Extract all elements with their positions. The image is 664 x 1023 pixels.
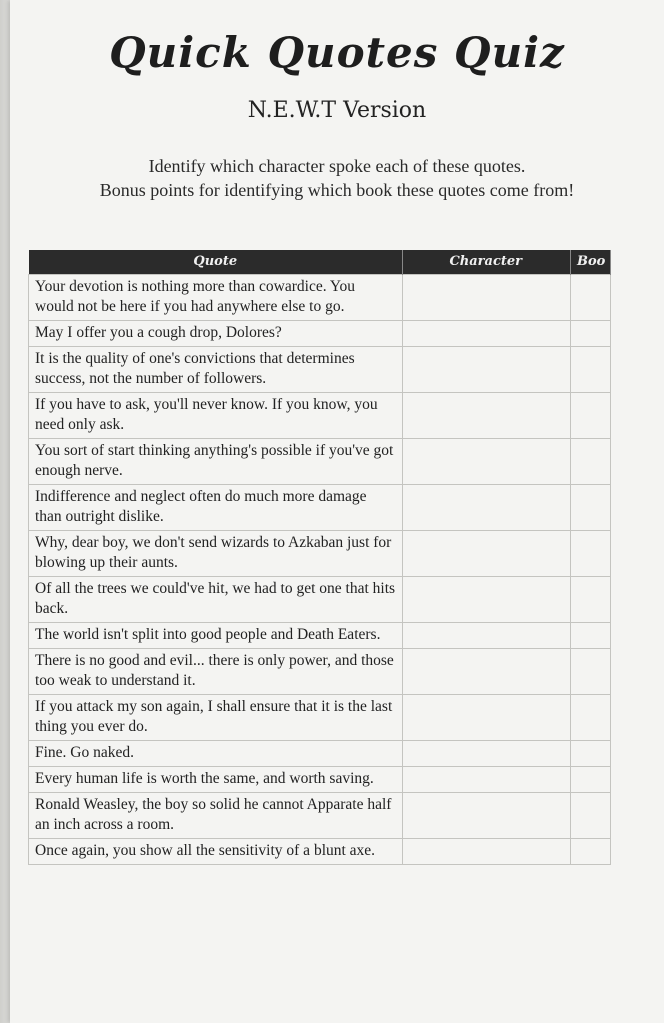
quote-cell: May I offer you a cough drop, Dolores? xyxy=(29,321,403,347)
quote-cell: If you have to ask, you'll never know. If you know, you need only ask. xyxy=(29,393,403,439)
table-row xyxy=(29,767,611,793)
header-character: Character xyxy=(403,250,571,275)
table-row xyxy=(29,649,611,695)
table-row xyxy=(29,393,611,439)
character-answer-cell[interactable] xyxy=(403,439,571,485)
quote-cell: You sort of start thinking anything's possible if you've got enough nerve. xyxy=(29,439,403,485)
header-book: Boo xyxy=(571,250,611,275)
character-answer-cell[interactable] xyxy=(403,275,571,321)
quote-cell: Of all the trees we could've hit, we had to get one that hits back. xyxy=(29,577,403,623)
quote-cell: There is no good and evil... there is only power, and those too weak to understand it. xyxy=(29,649,403,695)
table-header-row xyxy=(29,250,611,275)
page-subtitle: N.E.W.T Version xyxy=(247,98,427,123)
quote-cell: It is the quality of one's convictions that determines success, not the number of followers. xyxy=(29,347,403,393)
table-row xyxy=(29,695,611,741)
table-row xyxy=(29,275,611,321)
instruction-line-2: Bonus points for identifying which book these quotes come from! xyxy=(99,180,575,200)
character-answer-cell[interactable] xyxy=(403,839,571,865)
book-answer-cell[interactable] xyxy=(571,623,611,649)
book-answer-cell[interactable] xyxy=(571,767,611,793)
book-answer-cell[interactable] xyxy=(571,839,611,865)
character-answer-cell[interactable] xyxy=(403,393,571,439)
table-row xyxy=(29,531,611,577)
character-answer-cell[interactable] xyxy=(403,321,571,347)
table-row xyxy=(29,577,611,623)
book-answer-cell[interactable] xyxy=(571,577,611,623)
character-answer-cell[interactable] xyxy=(403,623,571,649)
book-answer-cell[interactable] xyxy=(571,347,611,393)
quote-cell: The world isn't split into good people and Death Eaters. xyxy=(29,623,403,649)
quote-cell: Your devotion is nothing more than cowardice. You would not be here if you had anywhere else to go. xyxy=(29,275,403,321)
table-row xyxy=(29,623,611,649)
character-answer-cell[interactable] xyxy=(403,767,571,793)
character-answer-cell[interactable] xyxy=(403,531,571,577)
quote-cell: Every human life is worth the same, and worth saving. xyxy=(29,767,403,793)
table-row xyxy=(29,347,611,393)
book-answer-cell[interactable] xyxy=(571,741,611,767)
instruction-line-1: Identify which character spoke each of these quotes. xyxy=(148,156,526,176)
character-answer-cell[interactable] xyxy=(403,577,571,623)
character-answer-cell[interactable] xyxy=(403,485,571,531)
character-answer-cell[interactable] xyxy=(403,793,571,839)
quiz-table xyxy=(28,250,611,865)
table-row xyxy=(29,839,611,865)
character-answer-cell[interactable] xyxy=(403,695,571,741)
quote-cell: Ronald Weasley, the boy so solid he cannot Apparate half an inch across a room. xyxy=(29,793,403,839)
book-answer-cell[interactable] xyxy=(571,439,611,485)
header-quote: Quote xyxy=(29,250,403,275)
book-answer-cell[interactable] xyxy=(571,695,611,741)
character-answer-cell[interactable] xyxy=(403,347,571,393)
quote-cell: Why, dear boy, we don't send wizards to Azkaban just for blowing up their aunts. xyxy=(29,531,403,577)
book-answer-cell[interactable] xyxy=(571,393,611,439)
book-answer-cell[interactable] xyxy=(571,531,611,577)
character-answer-cell[interactable] xyxy=(403,649,571,695)
page-title: Quick Quotes Quiz xyxy=(109,28,565,77)
quote-cell: Fine. Go naked. xyxy=(29,741,403,767)
book-answer-cell[interactable] xyxy=(571,485,611,531)
table-row xyxy=(29,485,611,531)
quote-cell: If you attack my son again, I shall ensure that it is the last thing you ever do. xyxy=(29,695,403,741)
character-answer-cell[interactable] xyxy=(403,741,571,767)
worksheet-page xyxy=(10,0,664,1023)
table-row xyxy=(29,741,611,767)
table-row xyxy=(29,321,611,347)
quote-cell: Once again, you show all the sensitivity of a blunt axe. xyxy=(29,839,403,865)
quote-cell: Indifference and neglect often do much more damage than outright dislike. xyxy=(29,485,403,531)
table-row xyxy=(29,439,611,485)
book-answer-cell[interactable] xyxy=(571,793,611,839)
book-answer-cell[interactable] xyxy=(571,321,611,347)
book-answer-cell[interactable] xyxy=(571,275,611,321)
table-row xyxy=(29,793,611,839)
book-answer-cell[interactable] xyxy=(571,649,611,695)
